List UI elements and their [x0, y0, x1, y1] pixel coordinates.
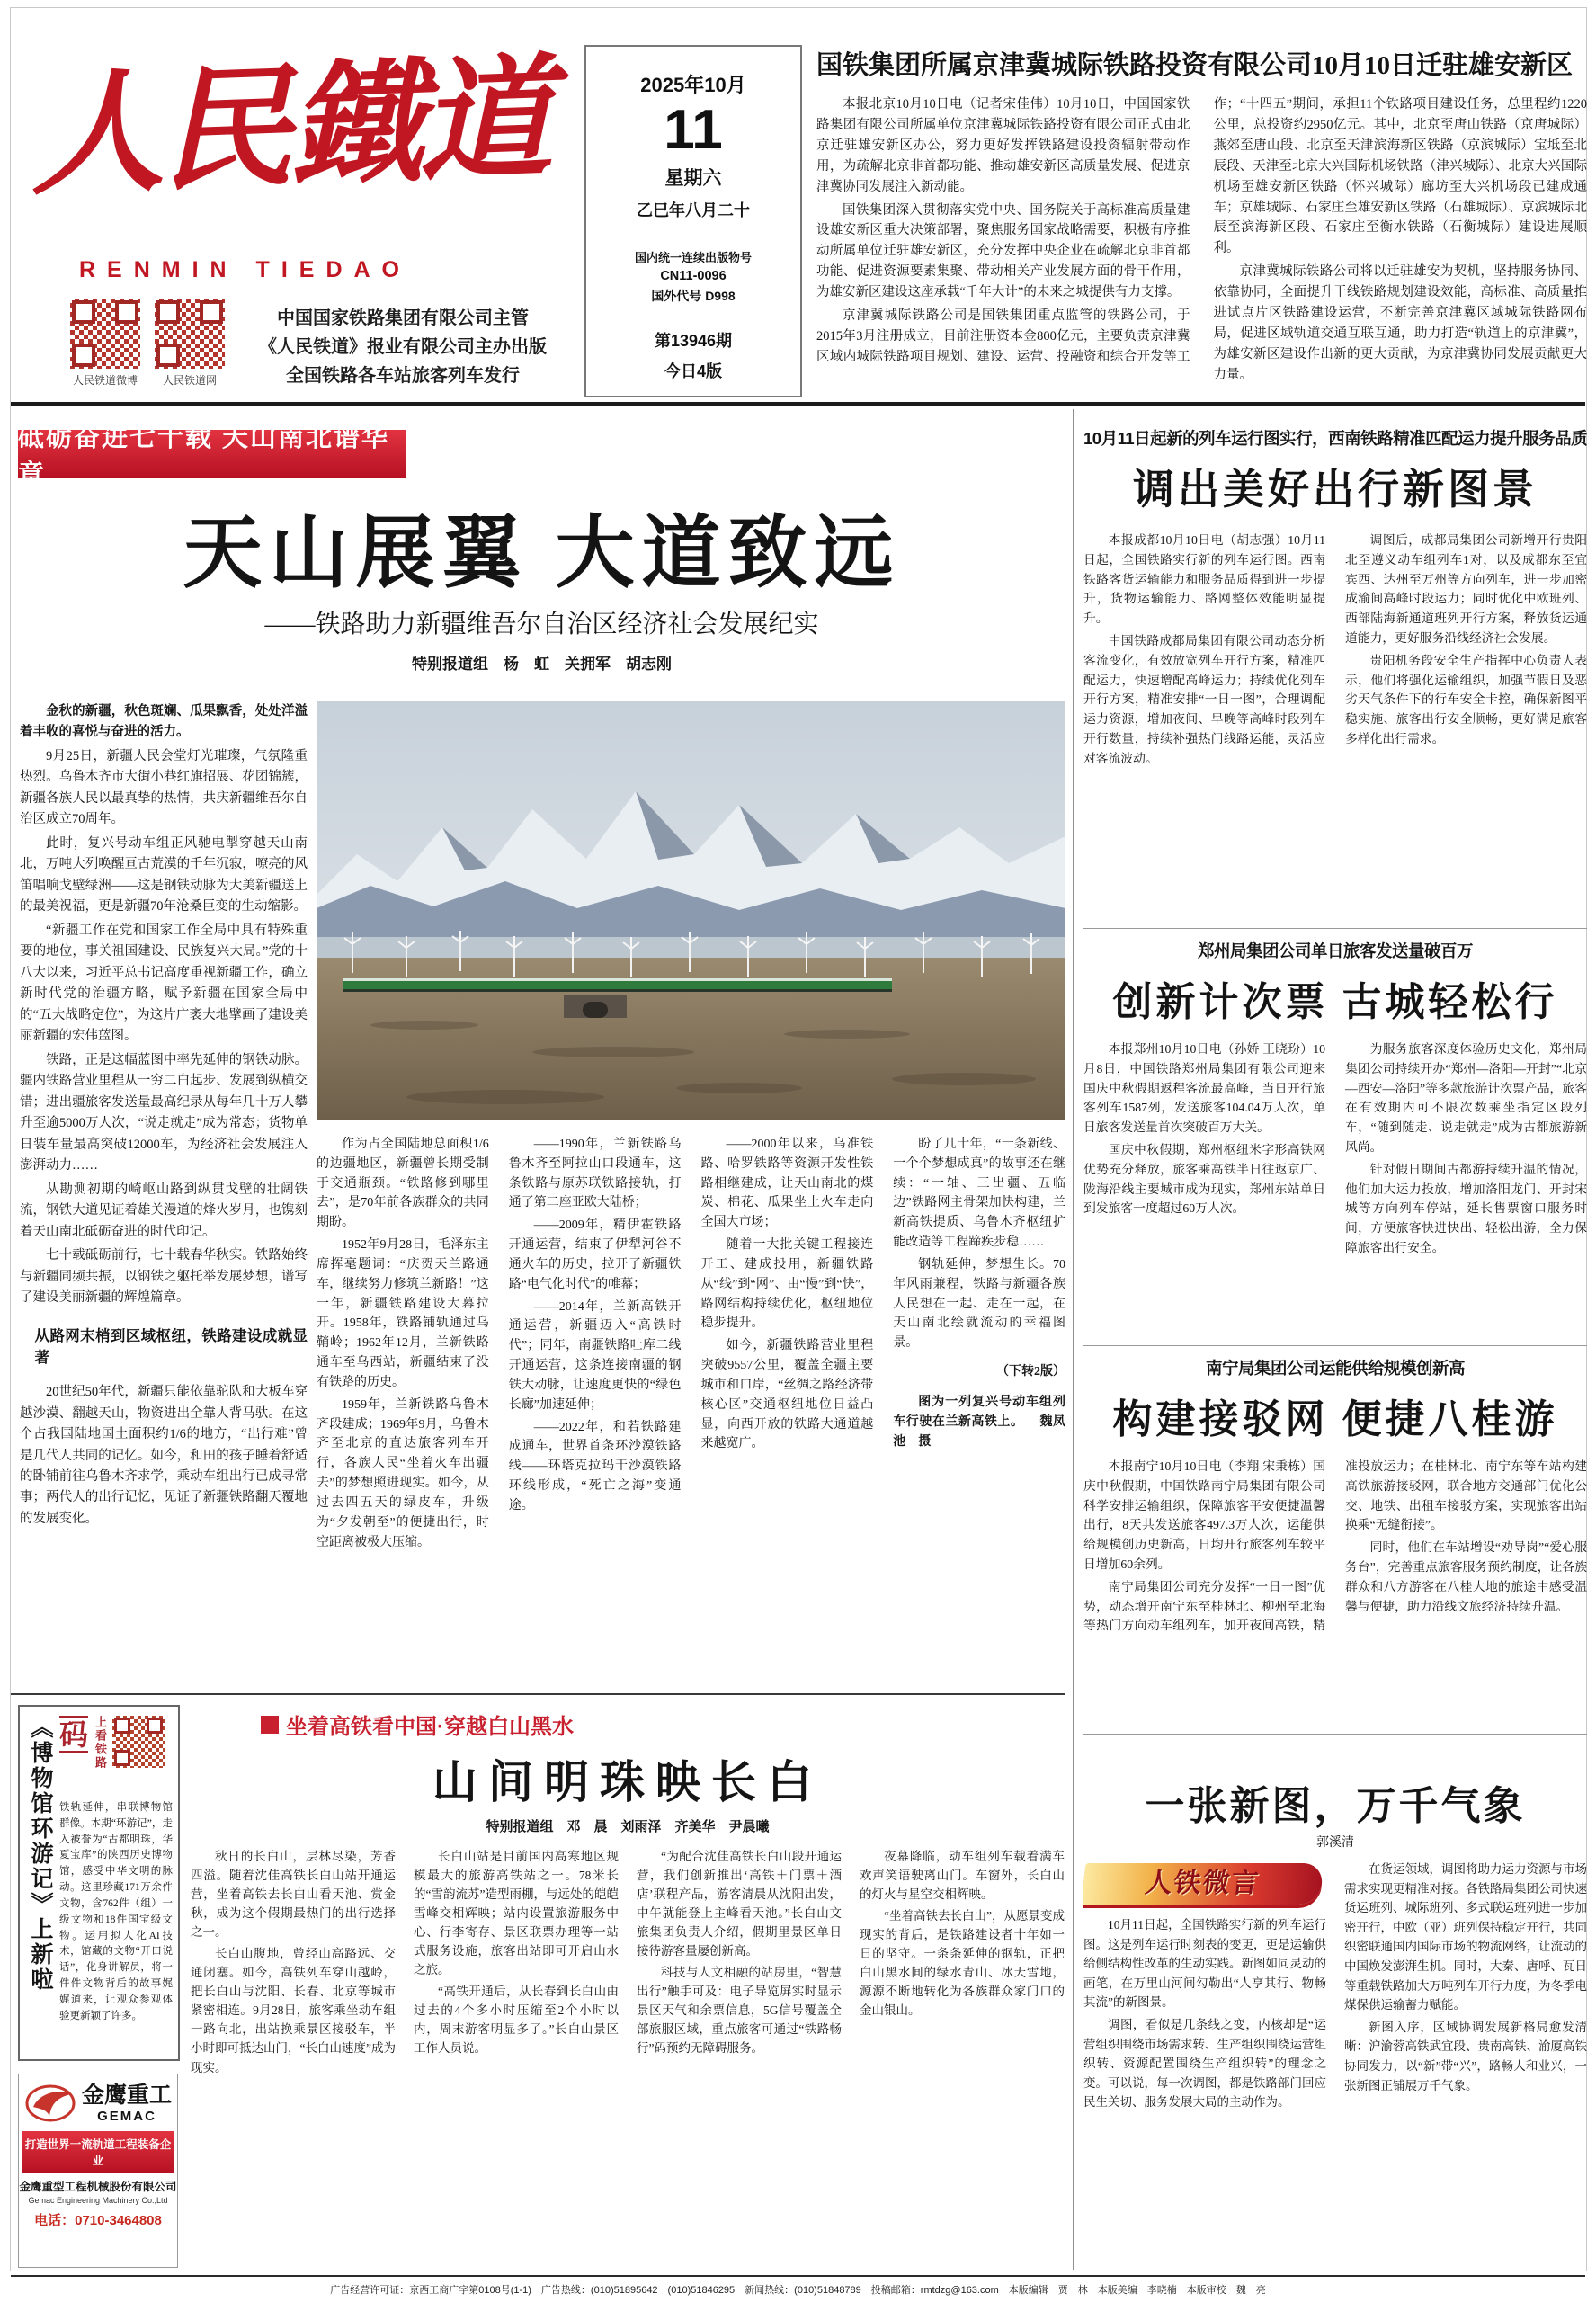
date-box: [584, 45, 802, 397]
commentary-column-2: 在货运领域，调图将助力运力资源与市场需求实现更精准对接。各铁路局集团公司快速货运班列、城际班列、多式联运班列进一步加密开行，中欧（亚）班列保持稳定开行，共同织密联通国内国际市场的物流网络，让流动的中国焕发澎湃生机。同时，大秦、唐呼、瓦日等重载铁路加大万吨列车开行力度，为冬季电煤保供运输蓄力赋能。 新图入序，区域协调发展新格局愈发清晰：沪渝蓉高铁武宜段、贵南高铁、渝厦高铁协同发力，以“新”带“兴”，路畅人和业兴，一张新图正铺展万千气象。: [1344, 1862, 1587, 2092]
publisher-lines: [250, 304, 556, 390]
column-divider: [1073, 409, 1074, 2270]
bottom-section-rule: [11, 1693, 1065, 1695]
photo-caption: [893, 1393, 1065, 1451]
scan-vertical-text: 上看铁路: [94, 1716, 108, 1770]
story-column-2: ——1990年，兰新铁路乌鲁木齐至阿拉山口段通车，这条铁路与原苏联铁路接轨，打通了第二座亚欧大陆桥； ——2009年，精伊霍铁路开通运营，结束了伊犁河谷不通火车的历史，拉开了新疆铁路“电气化时代”的帷幕； ——2014年，兰新高铁开通运营，新疆迈入“高铁时代”；同年，南疆铁路吐库二线开通运营，这条连接南疆的钢铁大动脉，让速度更快的“绿色长廊”加速延伸； ——2022年，和若铁路建成通车，世界首条环沙漠铁路线——环塔克拉玛干沙漠铁路环线形成，“死亡之海”变通途。: [508, 1138, 682, 1512]
footer-line: 广告经营许可证：京西工商广字第0108号(1-1) 广告热线：(010)51895642 (010)51846295 新闻热线：(010)51848789 投稿邮箱：rmtdzg@163.com 本版编辑 贾 林 本版美编 李晓楠 本版审校 魏 亮: [11, 2275, 1585, 2297]
commentary-column-1: [1083, 1860, 1326, 2266]
promo-body: 铁轨延伸，串联博物馆群像。本期“环游记”，走入被誉为“古都明珠，华夏宝库”的陕西历史博物馆，感受中华文明的脉动。这里珍藏171万余件文物，含762件（组）一级文物和18件国宝级文物。运用拟人化AI技术，馆藏的文物“开口说话”，化身讲解员，将一件件文物背后的故事娓娓道来，让观众参观体验更新颖了许多。: [59, 1802, 173, 2021]
scan-word: 码: [59, 1716, 88, 1753]
article-nanning: [1083, 1356, 1587, 1682]
renti-weiyan-logo: [1083, 1863, 1324, 1905]
feature-byline: 特别报道组 邓 晨 刘雨泽 齐美华 尹晨曦: [486, 1820, 770, 1834]
pages-today: 今日4版: [664, 362, 722, 381]
article-body: 本报成都10月10日电（胡志强）10月11日起，全国铁路实行新的列车运行图。西南铁路客货运输能力和服务品质得到进一步提升，货物运输能力、路网整体效能明显提升。 中国铁路成都局集团有限公司动态分析客流变化，有效放宽列车开行方案，精准匹配运力，快速增配高峰运力；持续优化列车开行方案，精准安排“一日一图”，合理调配运力资源，增加夜间、早晚等高峰时段列车开行数量，持续补强热门线路运能，灵活应对客流波动。 调图后，成都局集团公司新增开行贵阳北至遵义动车组列车1对，以及成都东至宜宾西、达州至万州等方向列车，进一步加密成渝间高峰时段运力；同时优化中欧班列、西部陆海新通道班列开行方案，释放货运通道能力，更好服务沿线经济社会发展。 贵阳机务段安全生产指挥中心负责人表示，他们将强化运输组织，加强节假日及恶劣天气条件下的行车安全卡控，确保新图平稳实施、旅客出行安全顺畅，更好满足旅客多样化出行需求。: [1083, 533, 1587, 765]
ad-slogan: 打造世界一流轨道工程装备企业: [22, 2131, 174, 2173]
article-kicker: 郑州局集团公司单日旅客发送量破百万: [1197, 941, 1473, 960]
main-byline: 特别报道组 杨 虹 关拥军 胡志刚: [412, 656, 672, 673]
scan-cluster: [59, 1716, 165, 1770]
story-column-1: 作为占全国陆地总面积1/6的边疆地区，新疆曾长期受制于交通瓶颈。“铁路修到哪里去”，是70年前各族群众的共同期盼。 1952年9月28日，毛泽东主席挥毫题词：“庆贺天兰路通车，继续努力修筑兰新路！”这一年，新疆铁路建设大幕拉开。1958年，铁路铺轨通过乌鞘岭；1962年12月，兰新铁路通车至乌西站，新疆结束了没有铁路的历史。 1959年，兰新铁路乌鲁木齐段建成；1969年9月，乌鲁木齐至北京的直达旅客列车开行，各族人民“坐着火车出疆去”的梦想照进现实。如今，从过去四五天的绿皮车，升级为“夕发朝至”的便捷出行，时空距离被极大压缩。: [317, 1138, 489, 1549]
publisher-line: 《人民铁道》报业有限公司主办出版: [259, 337, 547, 357]
feature-column-4: 夜幕降临，动车组列车载着满车欢声笑语驶离山门。车窗外，长白山的灯火与星空交相辉映。 “坐着高铁去长白山”，从愿景变成现实的背后，是铁路建设者十年如一日的坚守。一条条延伸的钢轨，正把白山黑水间的绿水青山、冰天雪地，源源不断地转化为各族群众家门口的金山银山。: [860, 1850, 1065, 2018]
promo-vertical-title: 《博物馆环游记》上新啦: [28, 1716, 52, 1993]
feature-body: [191, 1847, 1065, 2262]
header-rule: [11, 402, 1585, 406]
red-square-icon: [261, 1716, 279, 1734]
foreign-code: 国外代号 D998: [651, 289, 736, 304]
main-subtitle: ——铁路助力新疆维吾尔自治区经济社会发展纪实: [264, 611, 819, 638]
series-label-text: 坐着高铁看中国·穿越白山黑水: [286, 1715, 574, 1739]
ad-phone: 电话：0710-3464808: [34, 2212, 162, 2228]
qr-code-icon: [155, 299, 225, 369]
publisher-line: 中国国家铁路集团有限公司主管: [277, 308, 529, 328]
feature-column-1: 秋日的长白山，层林尽染，芳香四溢。随着沈佳高铁长白山站开通运营，坐着高铁去长白山看天池、赏金秋，成为这个假期最热门的出行选择之一。 长白山腹地，曾经山高路远、交通闭塞。如今，高铁列车穿山越岭，把长白山与沈阳、长春、北京等城市紧密相连。9月28日，旅客乘坐动车组一路向北，出站换乘景区接驳车，半小时即可抵达山门，“长白山速度”成为现实。: [191, 1850, 396, 2074]
bottom-right-rule: [1083, 1734, 1587, 1735]
article-headline: 调出美好出行新图景: [1133, 467, 1538, 513]
article-new-timetable: [1083, 426, 1587, 915]
photo-credit: 魏凤池 摄: [893, 1414, 1065, 1449]
ad-brand-cn: 金鹰重工: [81, 2083, 172, 2108]
top-story-body: 本报北京10月10日电（记者宋佳伟）10月10日，中国国家铁路集团有限公司所属单位京津冀城际铁路投资有限公司正式由北京迁驻雄安新区办公，努力更好发挥铁路建设投资辐射带动作用，为疏解北京非首都功能、推动雄安新区高质量发展、促进京津冀协同发展注入新动能。 国铁集团深入贯彻落实党中央、国务院关于高标准高质量建设雄安新区重大决策部署，聚焦服务国家战略需要，积极有序推动所属单位迁驻雄安新区，充分发挥中央企业在疏解北京非首都功能、促进资源要素集聚、带动相关产业发展方面的骨干作用，为雄安新区建设这座承载“千年大计”的未来之城提供有力支撑。 京津冀城际铁路公司是国铁集团重点监管的铁路公司，于2015年3月注册成立，目前注册资本金800亿元，主要负责京津冀区域内城际铁路项目规划、建设、运营、投融资和综合开发等工作；“十四五”期间，承担11个铁路项目建设任务，总里程约1220公里，总投资约2950亿元。其中，北京至唐山铁路（京唐城际）燕郊至唐山段、北京至天津滨海新区铁路（京滨城际）宝坻至北辰段、天津至北京大兴国际机场铁路（津兴城际）、北京大兴国际机场至雄安新区铁路（怀兴城际）廊坊至大兴机场段已建成通车；京雄城际、石家庄至雄安新区铁路（石雄城际）、京滨城际北辰至滨海新区段、石家庄至衡水铁路（石衡城际）建设进展顺利。 京津冀城际铁路公司将以迁驻雄安为契机，坚持服务协同、依靠协同，全面提升干线铁路规划建设效能，高标准、高质量推进试点片区铁路建设运营，不断完善京津冀区域城际铁路网布局，促进区域轨道交通互联互通，助力打造“轨道上的京津冀”，为雄安新区建设作出新的更大贡献，为京津冀协同发展贡献更大力量。: [816, 97, 1587, 382]
commentary-paras-1: 10月11日起，全国铁路实行新的列车运行图。这是列车运行时刻表的变更，更是运输供给侧结构性改革的生动实践。新图如同灵动的画笔，在万里山河间勾勒出“人享其行、物畅其流”的新图景。 调图，看似是几条线之变，内核却是“运营组织围绕市场需求转、生产组织围绕运营组织转、资源配置围绕生产组织转”的理念之变。可以说，每一次调图，都是铁路部门回应民生关切、服务发展大局的主动作为。: [1083, 1918, 1326, 2110]
commentary-author: 郭溪清: [1316, 1836, 1354, 1850]
publisher-line: 全国铁路各车站旅客列车发行: [286, 366, 520, 386]
feature-column-3: “为配合沈佳高铁长白山段开通运营，我们创新推出‘高铁＋门票＋酒店’联程产品，游客清晨从沈阳出发，中午就能登上主峰看天池。”长白山文旅集团负责人介绍，假期里景区单日接待游客量屡创新高。 科技与人文相融的站房里，“智慧出行”触手可及：电子导览屏实时显示景区天气和余票信息，5G信号覆盖全部旅服区域，重点旅客可通过“铁路畅行”码预约无障碍服务。: [637, 1850, 842, 2056]
article-kicker: 10月11日起新的列车运行图实行，西南铁路精准匹配运力提升服务品质: [1083, 429, 1587, 448]
campaign-banner: 砥砺奋进七十载 天山南北谱华章: [18, 430, 406, 478]
qr-weibo-label: 人民铁道微博: [72, 374, 138, 387]
story-column-4-paras: 盼了几十年，“一条新线、一个个梦想成真”的故事还在继续：“一轴、三出疆、五临边”铁路网主骨架加快构建，兰新高铁提质、乌鲁木齐枢纽扩能改造等工程蹄疾步稳…… 钢轨延伸，梦想生长。70年风雨兼程，铁路与新疆各族人民想在一起、走在一起，在天山南北绘就流动的幸福图景。: [893, 1138, 1065, 1351]
qr-code-icon: [70, 299, 140, 369]
publication-number: CN11-0096: [660, 269, 727, 284]
ad-company-cn: 金鹰重型工程机械股份有限公司: [19, 2180, 177, 2193]
logo-text: 人铁微言: [1143, 1869, 1262, 1898]
gemac-ad: [18, 2074, 178, 2268]
commentary-headline: 一张新图，万千气象: [1145, 1784, 1526, 1828]
qr-weibo: [70, 299, 140, 388]
article-headline: 创新计次票 古城轻松行: [1112, 980, 1558, 1024]
issue-number: 第13946期: [654, 332, 733, 351]
ad-brand-en: GEMAC: [97, 2108, 156, 2124]
date-day: 11: [664, 99, 723, 161]
publication-number-label: 国内统一连续出版物号: [634, 251, 752, 265]
feature-column-2: 长白山站是目前国内高寒地区规模最大的旅游高铁站之一。78米长的“雪韵流苏”造型雨棚，与远处的皑皑雪峰交相辉映；站内设置旅游服务中心、行李寄存、景区联票办理等一站式服务设施，旅客出站即可开启山水之旅。 “高铁开通后，从长春到长白山由过去的4个多小时压缩至2个小时以内，周末游客明显多了。”长白山景区工作人员说。: [414, 1850, 619, 2056]
date-weekday: 星期六: [664, 168, 722, 190]
article-body: 本报南宁10月10日电（李翔 宋秉栋）国庆中秋假期，中国铁路南宁局集团有限公司科学安排运输组织，保障旅客平安便捷温馨出行，8天共发送旅客497.3万人次，运能供给规模创历史新高，日均开行旅客列车较平日增加60余列。 南宁局集团公司充分发挥“一日一图”优势，动态增开南宁东至桂林北、柳州至北海等热门方向动车组列车，加开夜间高铁，精准投放运力；在桂林北、南宁东等车站构建高铁旅游接驳网，联合地方交通部门优化公交、地铁、出租车接驳方案，实现旅客出站换乘“无缝衔接”。 同时，他们在车站增设“劝导岗”“爱心服务台”，完善重点旅客服务预约制度，让各族群众和八方游客在八桂大地的旅途中感受温馨与便捷，助力沿线文旅经济持续升温。: [1083, 1459, 1587, 1633]
article-body: 本报郑州10月10日电（孙娇 王晓玢）10月8日，中国铁路郑州局集团有限公司迎来国庆中秋假期返程客流最高峰，当日开行旅客列车1587列，发送旅客104.04万人次，单日旅客发送量首次突破百万大关。 国庆中秋假期，郑州枢纽米字形高铁网优势充分释放，旅客乘高铁半日往返京广、陇海沿线主要城市成为现实，郑州东站单日到发旅客一度超过60万人次。 为服务旅客深度体验历史文化，郑州局集团公司持续开办“郑州—洛阳—开封”“北京—西安—洛阳”等多款旅游计次票产品，旅客在有效期内可不限次数乘坐指定区段列车，“随到随走、说走就走”成为古都旅游新风尚。 针对假日期间古都游持续升温的情况，他们加大运力投放，增加洛阳龙门、开封宋城等方向列车停站，延长售票窗口服务时间，方便旅客快进快出、轻松出游，全力保障旅客出行安全。: [1083, 1042, 1587, 1254]
series-label: [261, 1709, 574, 1740]
qr-web: [155, 299, 225, 388]
feature-headline: 山间明珠映长白: [432, 1757, 823, 1807]
main-story-bottom-columns: [317, 1135, 1065, 1678]
story-column-3: ——2000年以来，乌准铁路、哈罗铁路等资源开发性铁路相继建成，让天山南北的煤炭、棉花、瓜果坐上火车走向全国大市场； 随着一大批关键工程接连开工、建成投用，新疆铁路从“线”到“网”、由“慢”到“快”，路网结构持续优化，枢纽地位稳步提升。 如今，新疆铁路营业里程突破9557公里，覆盖全疆主要城市和口岸，“丝绸之路经济带核心区”交通枢纽地位日益凸显，向西开放的铁路大通道越来越宽广。: [700, 1138, 874, 1451]
left-column-paras: 9月25日，新疆人民会堂灯光璀璨，气氛隆重热烈。乌鲁木齐市大街小巷红旗招展、花团锦簇，新疆各族人民以最真挚的热情，共庆新疆维吾尔自治区成立70周年。 此时，复兴号动车组正风驰电掣穿越天山南北，万吨大列唤醒亘古荒漠的千年沉寂，嘹亮的风笛唱响戈壁绿洲——这是钢铁动脉为大美新疆送上的最美祝福，更是新疆70年沧桑巨变的生动缩影。 “新疆工作在党和国家工作全局中具有特殊重要的地位，事关祖国建设、民族复兴大局。”党的十八大以来，习近平总书记高度重视新疆工作，确立新时代党的治疆方略，赋予新疆在国家全局中的“五大战略定位”，为这片广袤大地擘画了建设美丽新疆的宏伟蓝图。 铁路，正是这幅蓝图中率先延伸的钢铁动脉。疆内铁路营业里程从一穷二白起步、发展到纵横交错；进出疆旅客发送量最高纪录从每年几十万人攀升至逾5000万人次，“说走就走”成为常态；货物单日装车量最高突破12000车，为经济社会发展注入澎湃动力…… 从勘测初期的崎岖山路到纵贯戈壁的壮阔铁流，钢铁大道见证着雄关漫道的烽火岁月，也镌刻着天山南北砥砺奋进的时代印记。 七十载砥砺前行，七十载春华秋实。铁路始终与新疆同频共振，以钢铁之躯托举发展梦想，谱写了建设美丽新疆的辉煌篇章。: [20, 748, 308, 1306]
left-column-paras-after: 20世纪50年代，新疆只能依靠驼队和大板车穿越沙漠、翻越天山，物资进出全靠人背马驮。在这个占我国陆地国土面积约1/6的地方，“出行难”曾是几代人共同的记忆。如今，和田的孩子睡着舒适的卧铺前往乌鲁木齐求学，乘动车组出行已成寻常事；两代人的出行记忆，见证了新疆铁路翻天覆地的发展变化。: [20, 1385, 308, 1526]
top-story-headline: 国铁集团所属京津冀城际铁路投资有限公司10月10日迁驻雄安新区: [816, 51, 1574, 80]
article-divider: [1083, 1345, 1587, 1346]
ad-company-en: Gemac Engineering Machinery Co.,Ltd: [28, 2195, 168, 2205]
date-month: 2025年10月: [640, 74, 746, 96]
museum-promo-box: [18, 1705, 180, 2061]
masthead-calligraphy: 人民鐵道: [27, 39, 551, 214]
date-lunar: 乙巳年八月二十: [637, 201, 750, 220]
qr-code-icon: [112, 1716, 165, 1768]
article-zhengzhou: [1083, 939, 1587, 1309]
article-headline: 构建接驳网 便捷八桂游: [1112, 1397, 1558, 1441]
main-headline: 天山展翼 大道致远: [183, 511, 901, 598]
article-kicker: 南宁局集团公司运能供给规模创新高: [1205, 1359, 1465, 1378]
article-divider: [1083, 928, 1587, 929]
eagle-logo-icon: [24, 2083, 76, 2123]
continuation-note: （下转2版）: [996, 1365, 1065, 1379]
commentary-body: [1083, 1860, 1587, 2266]
tianshan-railway-photo: [317, 701, 1065, 1120]
section-subhead: 从路网末梢到区域枢纽，铁路建设成就显著: [34, 1327, 308, 1367]
masthead-romanized: RENMIN TIEDAO: [79, 257, 411, 282]
top-story: [816, 45, 1587, 397]
main-story-left-column: [20, 701, 308, 1683]
photo-caption-text: 图为一列复兴号动车组列车行驶在兰新高铁上。: [893, 1395, 1065, 1429]
qr-web-label: 人民铁道网: [162, 374, 217, 387]
lead-paragraph: 金秋的新疆，秋色斑斓、瓜果飘香，处处洋溢着丰收的喜悦与奋进的活力。: [20, 704, 308, 740]
story-column-4: [893, 1135, 1065, 1678]
photo-illustration: [317, 701, 1065, 1120]
